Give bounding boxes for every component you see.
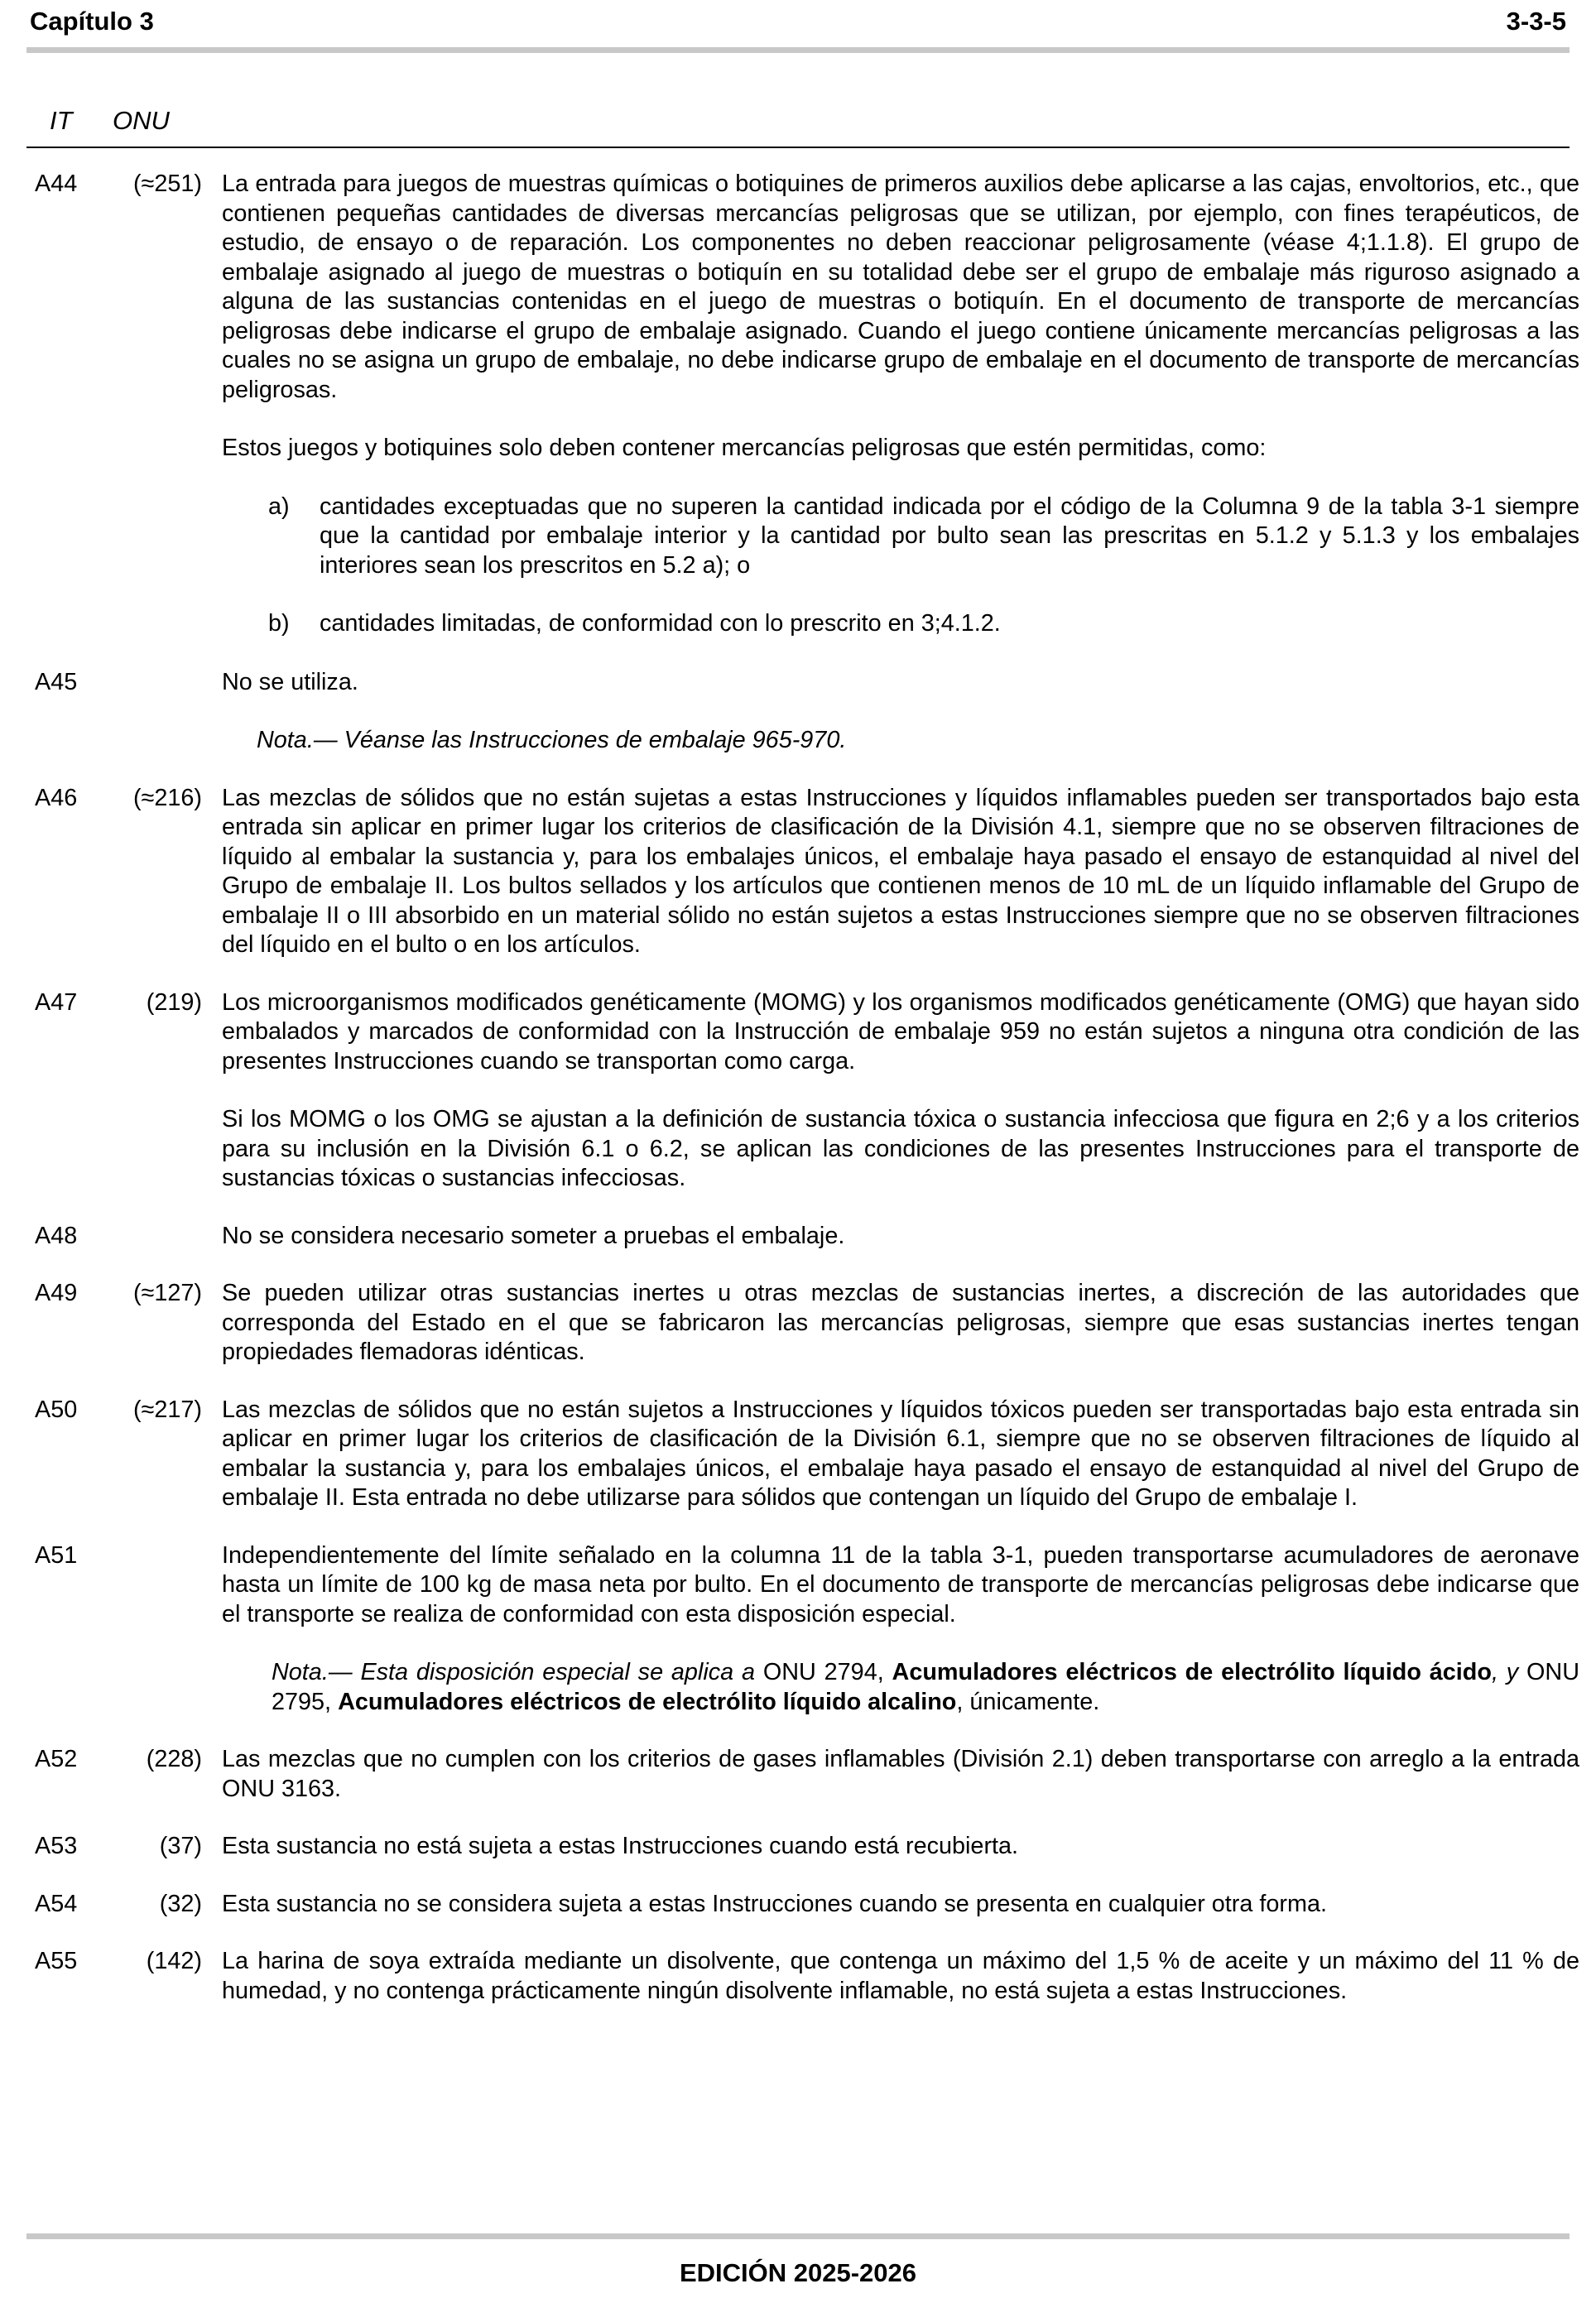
provision-entry — [0, 1279, 1596, 1368]
paragraph: La entrada para juegos de muestras químicas o botiquines de primeros auxilios debe aplicarse a las cajas, envoltorios, etc., que contienen pequeñas cantidades de diversas mercancías peligrosas que se utilizan, por ejemplo, con fines terapéuticos, de estudio, de ensayo o de reparación. Los componentes no deben reaccionar peligrosamente (véase 4;1.1.8). El grupo de embalaje asignado al juego de muestras o botiquín en su totalidad debe ser el grupo de embalaje más riguroso asignado a alguna de las sustancias contenidas en el juego de muestras o botiquín. En el documento de transporte de mercancías peligrosas debe indicarse el grupo de embalaje asignado. Cuando el juego contiene únicamente mercancías peligrosas a las cuales no se asigna un grupo de embalaje, no debe indicarse grupo de embalaje en el documento de transporte de mercancías peligrosas. — [222, 171, 1579, 403]
provision-entry — [0, 1832, 1596, 1862]
provision-entry — [0, 668, 1596, 756]
provision-text — [222, 1396, 1579, 1513]
provision-entry — [0, 1890, 1596, 1920]
onu-reference: (228) — [146, 1746, 202, 1772]
provision-code: A53 — [35, 1833, 78, 1859]
list-item — [222, 609, 1579, 639]
provision-code: A47 — [35, 988, 78, 1016]
onu-reference: (142) — [146, 1948, 202, 1974]
provision-text — [222, 1745, 1579, 1804]
onu-reference: (32) — [159, 1890, 202, 1917]
header-rule — [26, 47, 1570, 53]
provision-entry — [0, 1745, 1596, 1804]
paragraph: Estos juegos y botiquines solo deben contener mercancías peligrosas que estén permitidas, como: — [222, 435, 1267, 461]
edition-footer: EDICIÓN 2025-2026 — [679, 2258, 917, 2287]
chapter-title: Capítulo 3 — [30, 7, 154, 36]
footer-rule — [26, 2233, 1570, 2239]
note-substance-name: Acumuladores eléctricos de electrólito líquido ácido — [892, 1659, 1492, 1685]
list-item-text: cantidades limitadas, de conformidad con lo prescrito en 3;4.1.2. — [320, 610, 1001, 637]
provision-entry — [0, 1396, 1596, 1513]
provision-entry — [0, 988, 1596, 1194]
provision-entry — [0, 1947, 1596, 2006]
column-head-it: IT — [50, 106, 73, 135]
list-item-text: cantidades exceptuadas que no superen la cantidad indicada por el código de la Columna 9 de la tabla 3-1 siempre que la cantidad por embalaje interior y la cantidad por bulto sean las prescritas en 5.1.2 y 5.1.3 y los embalajes interiores sean los prescritos en 5.2 a); o — [320, 493, 1579, 579]
provision-text — [222, 1279, 1579, 1368]
note-substance-name: Acumuladores eléctricos de electrólito líquido alcalino — [338, 1688, 957, 1715]
list-marker: a) — [268, 493, 290, 520]
onu-reference: (≈217) — [132, 1396, 202, 1423]
paragraph: Las mezclas de sólidos que no están sujetas a estas Instrucciones y líquidos inflamables pueden ser transportados bajo esta entrada sin aplicar en primer lugar los criterios de clasificación de la División 4.1, siempre que no se observen filtraciones de líquido al embalar la sustancia y, para los embalajes únicos, el embalaje haya pasado el ensayo de estanquidad al nivel del Grupo de embalaje II. Los bultos sellados y los artículos que contienen menos de 10 mL de un líquido inflamable del Grupo de embalaje II o III absorbido en un material sólido no están sujetos a estas Instrucciones siempre que no se observen filtraciones del líquido en el bulto o en los artículos. — [222, 784, 1579, 958]
note-un-number: ONU 2794, — [755, 1659, 892, 1685]
provision-code: A44 — [35, 171, 78, 197]
provision-text — [222, 1890, 1579, 1920]
note-lead: Nota.— Esta disposición especial se aplica a — [272, 1659, 755, 1685]
paragraph: Esta sustancia no se considera sujeta a estas Instrucciones cuando se presenta en cualquier otra forma. — [222, 1890, 1328, 1917]
provision-text — [222, 988, 1579, 1194]
paragraph: Las mezclas que no cumplen con los criterios de gases inflamables (División 2.1) deben transportarse con arreglo a la entrada ONU 3163. — [222, 1746, 1579, 1802]
provision-code: A51 — [35, 1541, 78, 1569]
paragraph: Esta sustancia no está sujeta a estas Instrucciones cuando está recubierta. — [222, 1833, 1019, 1859]
paragraph: Si los MOMG o los OMG se ajustan a la definición de sustancia tóxica o sustancia infecciosa que figura en 2;6 y a los criterios para su inclusión en la División 6.1 o 6.2, se aplican las condiciones de las presentes Instrucciones para el transporte de sustancias tóxicas o sustancias infecciosas. — [222, 1106, 1579, 1191]
paragraph: Los microorganismos modificados genéticamente (MOMG) y los organismos modificados genéticamente (OMG) que hayan sido embalados y marcados de conformidad con la Instrucción de embalaje 959 no están sujetos a ninguna otra condición de las presentes Instrucciones cuando se transportan como carga. — [222, 988, 1579, 1074]
provision-entry — [0, 1222, 1596, 1252]
onu-reference: (≈127) — [132, 1280, 202, 1306]
onu-reference: (219) — [146, 988, 202, 1016]
provision-text — [222, 668, 1579, 756]
provision-code: A48 — [35, 1222, 78, 1249]
provision-code: A55 — [35, 1948, 78, 1974]
provision-code: A49 — [35, 1280, 78, 1306]
provision-code: A46 — [35, 784, 78, 811]
onu-reference: (≈251) — [132, 171, 202, 197]
note-tail: , únicamente. — [956, 1688, 1100, 1715]
provision-code: A45 — [35, 668, 78, 695]
provision-entry — [0, 784, 1596, 960]
paragraph: No se considera necesario someter a pruebas el embalaje. — [222, 1222, 845, 1249]
note: Nota.— Véanse las Instrucciones de embalaje 965-970. — [257, 727, 847, 753]
list-marker: b) — [268, 610, 290, 637]
provision-text — [222, 1222, 1579, 1252]
note — [222, 1658, 1579, 1717]
paragraph: Se pueden utilizar otras sustancias inertes u otras mezclas de sustancias inertes, a discreción de las autoridades que corresponda del Estado en el que se fabricaron las mercancías peligrosas, siempre que esas sustancias inertes tengan propiedades flemadoras idénticas. — [222, 1280, 1579, 1365]
paragraph: Las mezclas de sólidos que no están sujetos a Instrucciones y líquidos tóxicos pueden ser transportadas bajo esta entrada sin aplicar en primer lugar los criterios de clasificación de la División 6.1, siempre que no se observen filtraciones de líquido al embalar la sustancia y, para los embalajes únicos, el embalaje haya pasado el ensayo de estanquidad al nivel del Grupo de embalaje II. Esta entrada no debe utilizarse para sólidos que contengan un líquido del Grupo de embalaje I. — [222, 1396, 1579, 1511]
paragraph: La harina de soya extraída mediante un disolvente, que contenga un máximo del 1,5 % de aceite y un máximo del 11 % de humedad, y no contenga prácticamente ningún disolvente inflamable, no está sujeta a estas Instrucciones. — [222, 1948, 1579, 2004]
provision-entry — [0, 170, 1596, 639]
note-connector: , y — [1491, 1659, 1519, 1685]
provision-code: A50 — [35, 1396, 78, 1423]
provision-text — [222, 1832, 1579, 1862]
provision-text — [222, 784, 1579, 960]
paragraph: Independientemente del límite señalado en la columna 11 de la tabla 3-1, pueden transportarse acumuladores de aeronave hasta un límite de 100 kg de masa neta por bulto. En el documento de transporte de mercancías peligrosas debe indicarse que el transporte se realiza de conformidad con esta disposición especial. — [222, 1541, 1579, 1627]
column-head-rule — [26, 147, 1570, 148]
list-item — [222, 493, 1579, 581]
provision-code: A52 — [35, 1746, 78, 1772]
provision-text — [222, 1947, 1579, 2006]
provision-text — [222, 1541, 1579, 1718]
onu-reference: (37) — [159, 1833, 202, 1859]
onu-reference: (≈216) — [132, 784, 202, 811]
paragraph: No se utiliza. — [222, 668, 358, 695]
page-number: 3-3-5 — [1506, 7, 1566, 36]
provision-text — [222, 170, 1579, 639]
column-head-onu: ONU — [113, 106, 170, 135]
provision-entry — [0, 1541, 1596, 1718]
page-header — [30, 7, 1566, 40]
special-provisions-list — [0, 170, 1596, 2034]
note-un-number: ONU 2795, — [272, 1659, 1580, 1715]
provision-code: A54 — [35, 1890, 78, 1917]
